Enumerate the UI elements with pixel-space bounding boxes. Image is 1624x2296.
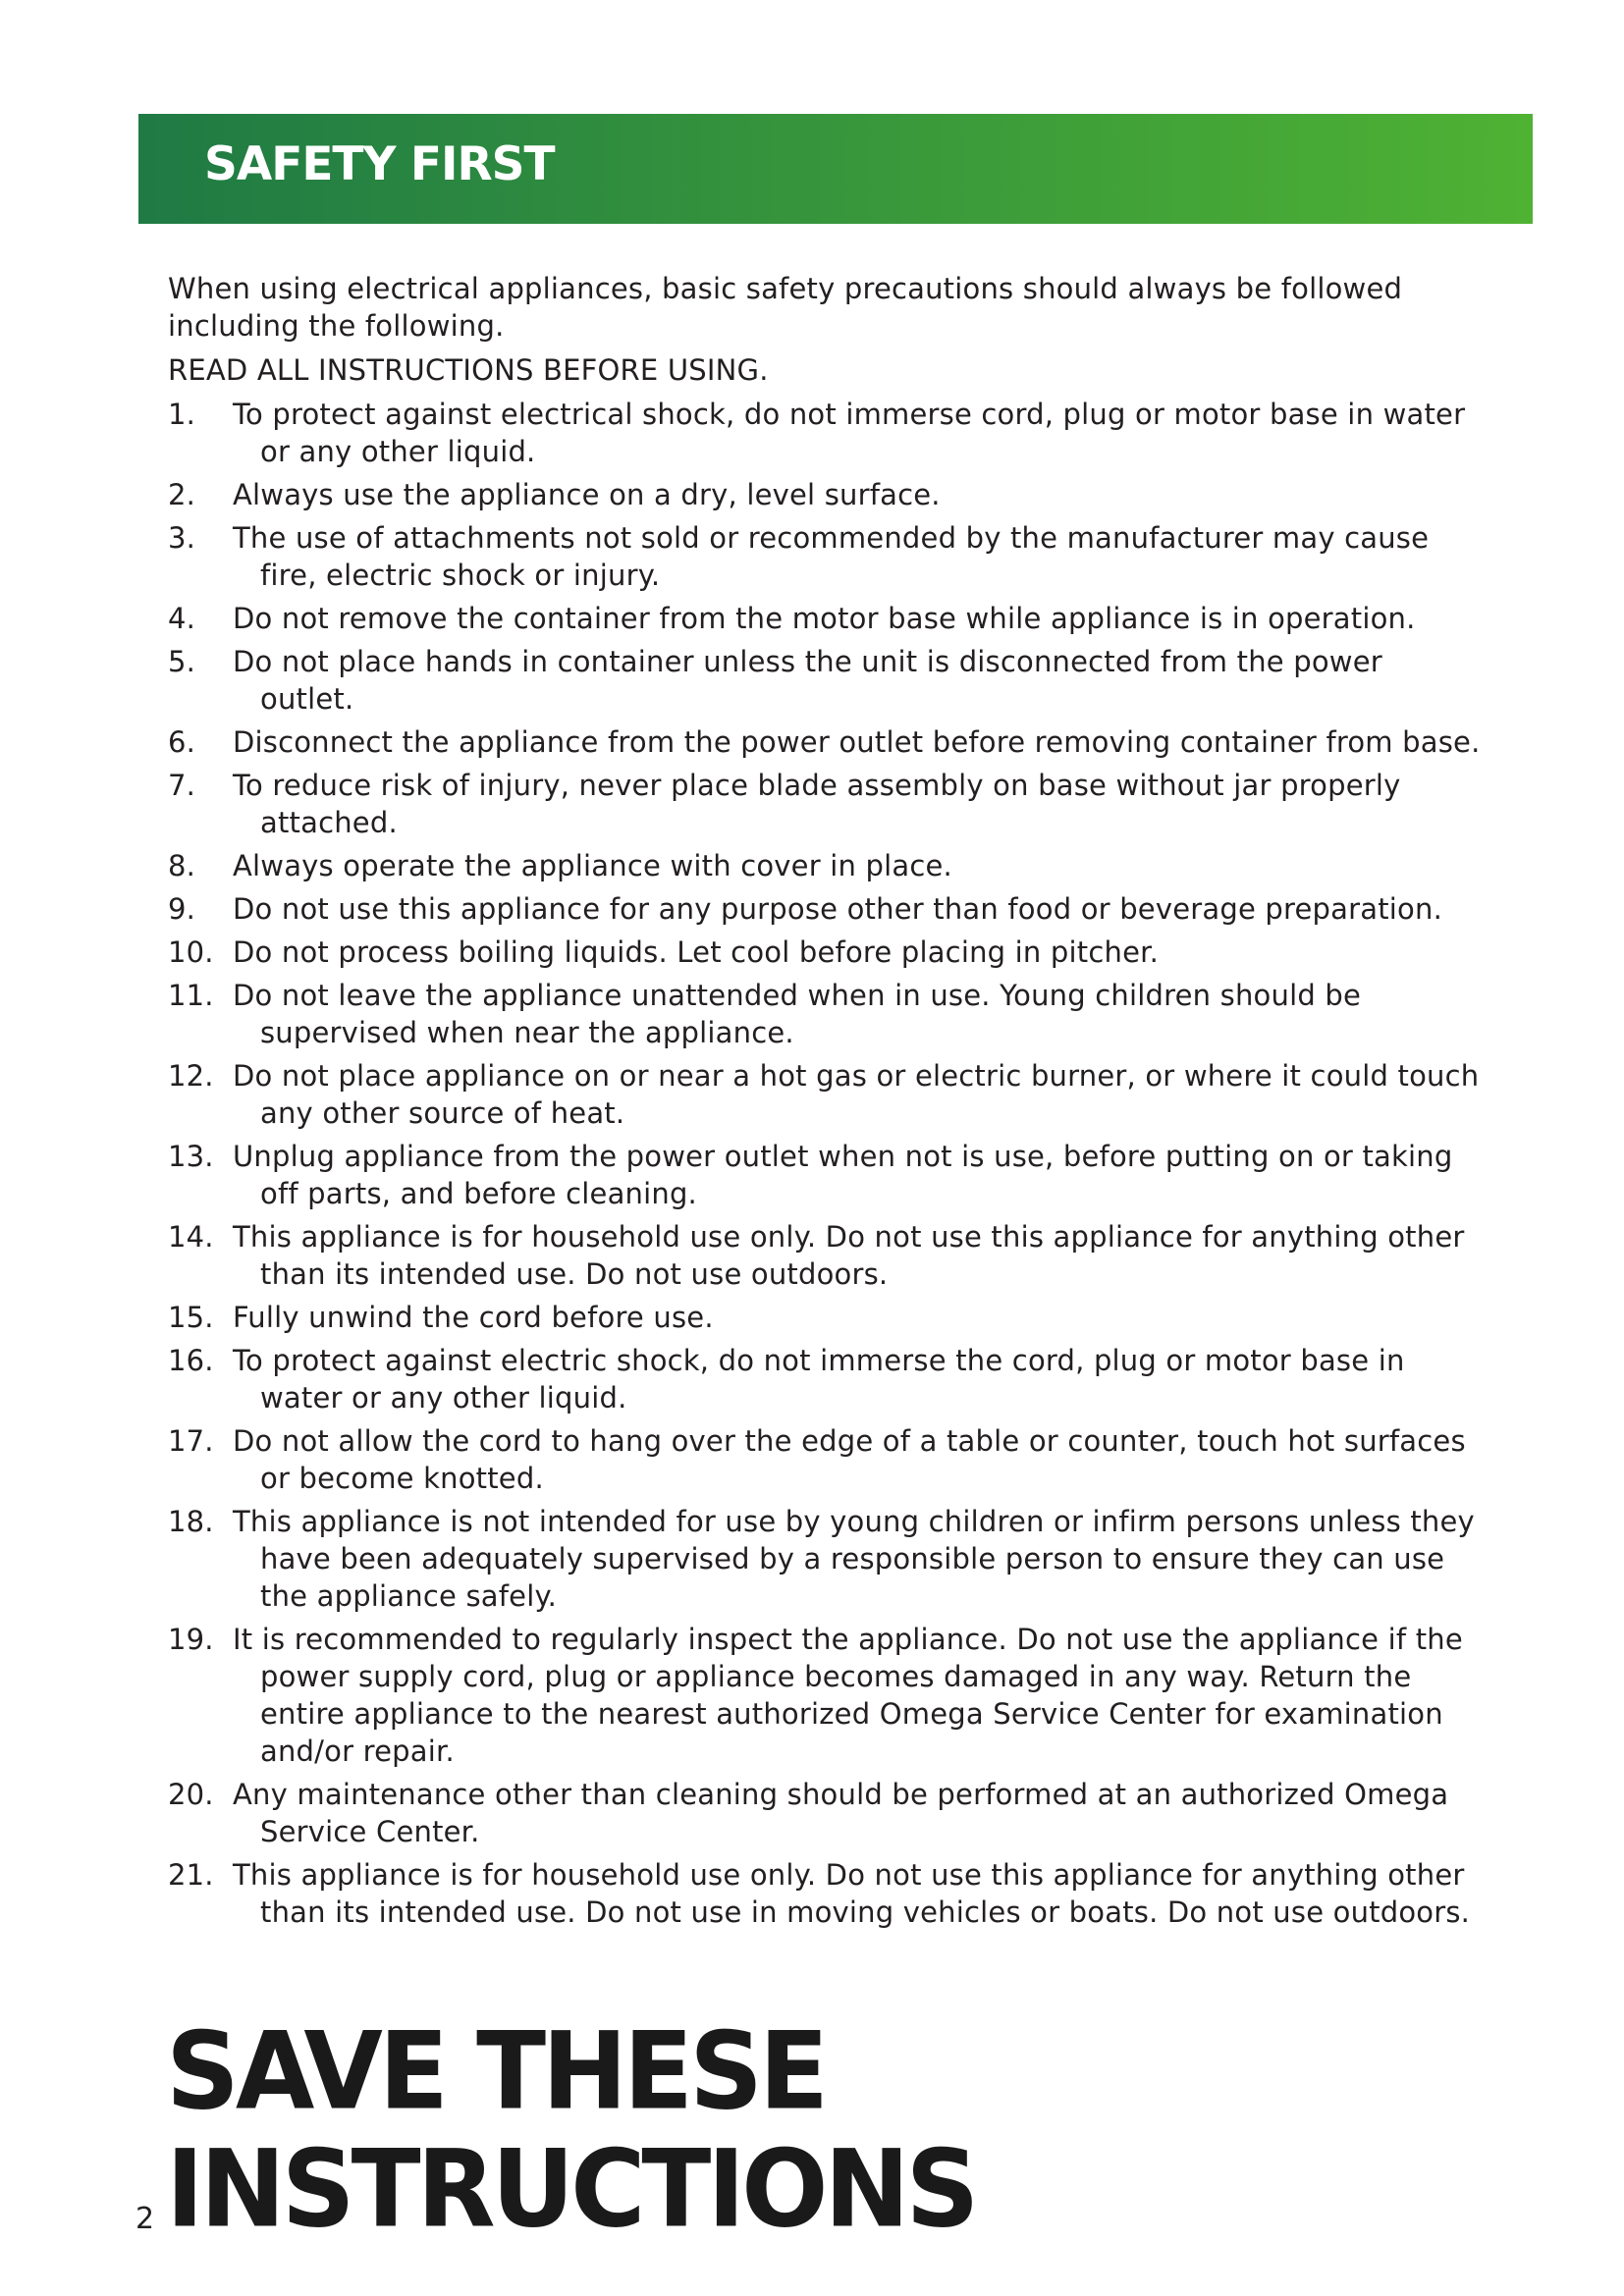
- list-item-number: 17.: [168, 1424, 214, 1458]
- list-item-text: Do not leave the appliance unattended when in use. Young children should be supervised when near the appliance.: [233, 979, 1362, 1049]
- list-item-number: 15.: [168, 1301, 214, 1334]
- list-item-number: 7.: [168, 769, 196, 802]
- page-number: 2: [135, 2202, 155, 2236]
- list-item: [168, 934, 1484, 971]
- list-item-number: 5.: [168, 645, 196, 678]
- list-item-text: Do not allow the cord to hang over the edge of a table or counter, touch hot surfaces or become knotted.: [233, 1424, 1466, 1495]
- list-item-text: To reduce risk of injury, never place blade assembly on base without jar properly attached.: [233, 769, 1401, 839]
- list-item: [168, 847, 1484, 884]
- list-item-number: 4.: [168, 602, 196, 635]
- list-item-text: Do not use this appliance for any purpose other than food or beverage preparation.: [233, 892, 1442, 926]
- list-item-number: 8.: [168, 849, 196, 882]
- list-item: [168, 643, 1484, 718]
- list-item-number: 2.: [168, 478, 196, 511]
- list-item: [168, 723, 1484, 761]
- list-item-number: 1.: [168, 398, 196, 431]
- list-item-text: Do not place appliance on or near a hot gas or electric burner, or where it could touch any other source of heat.: [233, 1059, 1480, 1130]
- list-item-text: Any maintenance other than cleaning should be performed at an authorized Omega Service Center.: [233, 1778, 1449, 1848]
- list-item-text: Do not remove the container from the motor base while appliance is in operation.: [233, 602, 1416, 635]
- list-item-text: Unplug appliance from the power outlet when not is use, before putting on or taking off parts, and before cleaning.: [233, 1140, 1453, 1210]
- list-item: [168, 977, 1484, 1051]
- list-item-number: 18.: [168, 1505, 214, 1538]
- safety-content: [168, 270, 1484, 1937]
- list-item-number: 13.: [168, 1140, 214, 1173]
- list-item-text: It is recommended to regularly inspect the appliance. Do not use the appliance if the power supply cord, plug or appliance becomes damaged in any way. Return the entire appliance to the nearest authorized Omega Service Center for examination and/or repair.: [233, 1623, 1463, 1768]
- list-item: [168, 1342, 1484, 1416]
- list-item: [168, 1299, 1484, 1336]
- list-item-text: This appliance is for household use only. Do not use this appliance for anything other than its intended use. Do not use outdoors.: [233, 1220, 1465, 1291]
- list-item-text: This appliance is for household use only. Do not use this appliance for anything other than its intended use. Do not use in moving vehicles or boats. Do not use outdoors.: [233, 1858, 1471, 1929]
- list-item: [168, 767, 1484, 841]
- list-item-number: 16.: [168, 1344, 214, 1377]
- list-item: [168, 1621, 1484, 1770]
- list-item: [168, 600, 1484, 637]
- list-item: [168, 1218, 1484, 1293]
- list-item-number: 21.: [168, 1858, 214, 1892]
- list-item: [168, 1422, 1484, 1497]
- list-item-text: Do not process boiling liquids. Let cool before placing in pitcher.: [233, 935, 1160, 969]
- list-item: [168, 1776, 1484, 1850]
- list-item-text: Do not place hands in container unless the unit is disconnected from the power outlet.: [233, 645, 1382, 716]
- safety-list: [168, 396, 1484, 1931]
- list-item-number: 19.: [168, 1623, 214, 1656]
- list-item: [168, 1057, 1484, 1132]
- page-title: SAFETY FIRST: [204, 137, 555, 191]
- list-item-number: 9.: [168, 892, 196, 926]
- list-item-number: 3.: [168, 521, 196, 555]
- list-item: [168, 1856, 1484, 1931]
- list-item-text: This appliance is not intended for use by young children or infirm persons unless they have been adequately supervised by a responsible person to ensure they can use the appliance safely.: [233, 1505, 1475, 1613]
- list-item: [168, 890, 1484, 928]
- intro-paragraph: When using electrical appliances, basic safety precautions should always be followed including the following.: [168, 272, 1403, 343]
- list-item-text: To protect against electric shock, do not immerse the cord, plug or motor base in water or any other liquid.: [233, 1344, 1405, 1415]
- list-item: [168, 519, 1484, 594]
- list-item-number: 20.: [168, 1778, 214, 1811]
- read-all-notice: READ ALL INSTRUCTIONS BEFORE USING.: [168, 353, 769, 387]
- header-banner: [138, 114, 1533, 224]
- list-item: [168, 1138, 1484, 1212]
- list-item-number: 14.: [168, 1220, 214, 1254]
- list-item: [168, 396, 1484, 470]
- list-item-number: 11.: [168, 979, 214, 1012]
- list-item-text: The use of attachments not sold or recommended by the manufacturer may cause fire, electric shock or injury.: [233, 521, 1430, 592]
- list-item: [168, 476, 1484, 513]
- save-instructions-heading: SAVE THESE INSTRUCTIONS: [166, 2007, 976, 2253]
- list-item-number: 6.: [168, 725, 196, 759]
- list-item: [168, 1503, 1484, 1615]
- list-item-number: 12.: [168, 1059, 214, 1093]
- list-item-text: Fully unwind the cord before use.: [233, 1301, 714, 1334]
- list-item-text: Disconnect the appliance from the power outlet before removing container from base.: [233, 725, 1481, 759]
- list-item-text: To protect against electrical shock, do not immerse cord, plug or motor base in water or any other liquid.: [233, 398, 1466, 468]
- list-item-text: Always operate the appliance with cover in place.: [233, 849, 952, 882]
- list-item-text: Always use the appliance on a dry, level surface.: [233, 478, 941, 511]
- list-item-number: 10.: [168, 935, 214, 969]
